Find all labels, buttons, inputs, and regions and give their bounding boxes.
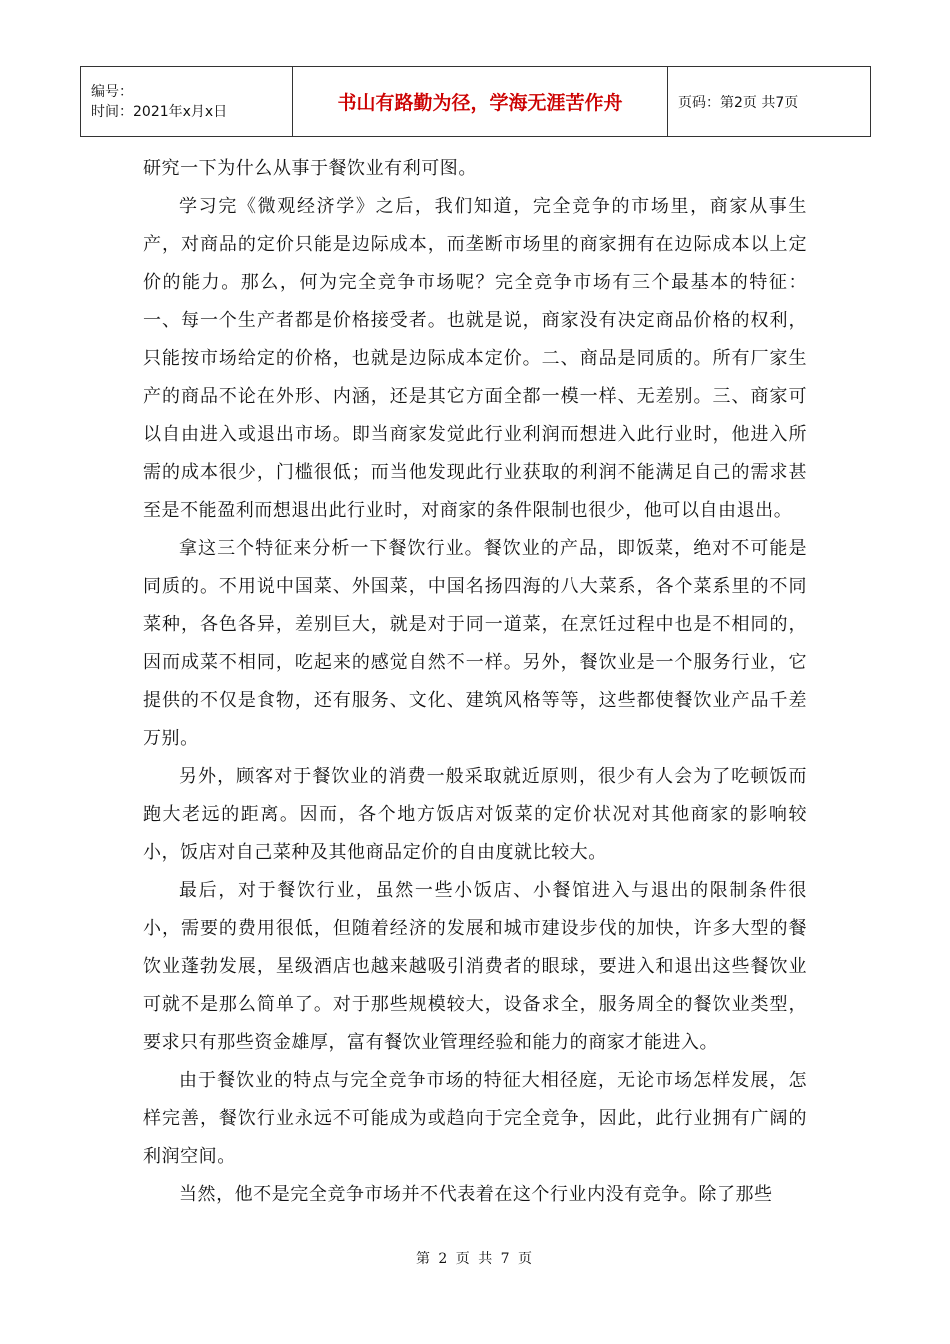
- page-footer: 第 2 页 共 7 页: [415, 1251, 535, 1267]
- document-number-label: 编号：: [91, 83, 133, 100]
- header-table: [80, 66, 871, 137]
- body-paragraph-continuation: 研究一下为什么从事于餐饮业有利可图。: [143, 158, 477, 179]
- body-paragraph: 最后，对于餐饮行业，虽然一些小饭店、小餐馆进入与退出的限制条件很小，需要的费用很低，但随着经济的发展和城市建设步伐的加快，许多大型的餐饮业蓬勃发展，星级酒店也越来越吸引消费者的眼球，要进入和退出这些餐饮业可就不是那么简单了。对于那些规模较大，设备求全，服务周全的餐饮业类型，要求只有那些资金雄厚，富有餐饮业管理经验和能力的商家才能进入。: [143, 880, 807, 1053]
- header-motto: 书山有路勤为径，学海无涯苦作舟: [293, 67, 668, 137]
- body-paragraph: 学习完《微观经济学》之后，我们知道，完全竞争的市场里，商家从事生产，对商品的定价只能是边际成本，而垄断市场里的商家拥有在边际成本以上定价的能力。那么，何为完全竞争市场呢？完全竞争市场有三个最基本的特征：一、每一个生产者都是价格接受者。也就是说，商家没有决定商品价格的权利，只能按市场给定的价格，也就是边际成本定价。二、商品是同质的。所有厂家生产的商品不论在外形、内涵，还是其它方面全都一模一样、无差别。三、商家可以自由进入或退出市场。即当商家发觉此行业利润而想进入此行业时，他进入所需的成本很少，门槛很低；而当他发现此行业获取的利润不能满足自己的需求甚至是不能盈利而想退出此行业时，对商家的条件限制也很少，他可以自由退出。: [143, 196, 807, 521]
- body-paragraph: 另外，顾客对于餐饮业的消费一般采取就近原则，很少有人会为了吃顿饭而跑大老远的距离。因而，各个地方饭店对饭菜的定价状况对其他商家的影响较小，饭店对自己菜种及其他商品定价的自由度就比较大。: [143, 766, 807, 863]
- document-date-label: 时间：2021年x月x日: [91, 103, 228, 120]
- body-paragraph: 拿这三个特征来分析一下餐饮行业。餐饮业的产品，即饭菜，绝对不可能是同质的。不用说中国菜、外国菜，中国名扬四海的八大菜系，各个菜系里的不同菜种，各色各异，差别巨大，就是对于同一道菜，在烹饪过程中也是不相同的，因而成菜不相同，吃起来的感觉自然不一样。另外，餐饮业是一个服务行业，它提供的不仅是食物，还有服务、文化、建筑风格等等，这些都使餐饮业产品千差万别。: [143, 538, 807, 749]
- body-paragraph: 当然，他不是完全竞争市场并不代表着在这个行业内没有竞争。除了那些: [179, 1184, 773, 1205]
- body-paragraph: 由于餐饮业的特点与完全竞争市场的特征大相径庭，无论市场怎样发展，怎样完善，餐饮行业永远不可能成为或趋向于完全竞争，因此，此行业拥有广阔的利润空间。: [143, 1070, 807, 1167]
- header-page-info: 页码：第2页 共7页: [668, 67, 871, 137]
- header-meta-cell: [81, 67, 293, 137]
- document-body: [143, 150, 807, 1214]
